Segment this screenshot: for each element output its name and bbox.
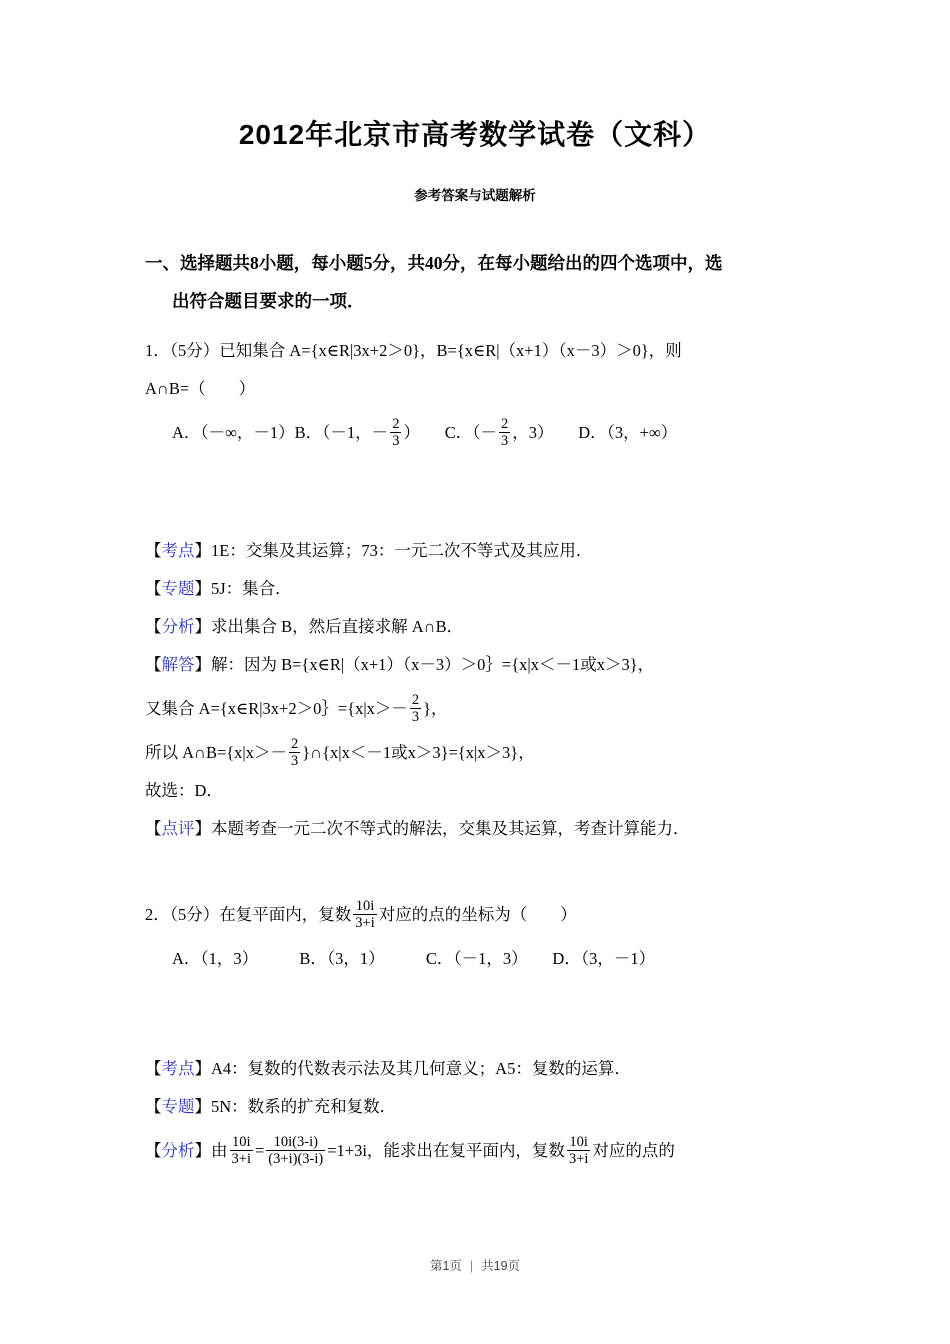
document-body	[0, 244, 950, 1170]
section-heading-line1: 一、选择题共8小题，每小题5分，共40分，在每小题给出的四个选项中，选	[145, 253, 723, 273]
tag-label: 考点	[161, 1059, 195, 1078]
fraction: $\frac{2}{3}$	[392, 415, 400, 450]
tag-label: 考点	[161, 541, 195, 560]
tag-label: 点评	[161, 819, 195, 838]
fraction: $\frac{2}{3}$	[291, 735, 299, 770]
question-1	[145, 332, 870, 848]
q1-kaodian-line: 【考点】1E：交集及其运算；73：一元二次不等式及其应用．	[145, 541, 593, 560]
question-2	[145, 896, 870, 1170]
section-heading-line2: 出符合题目要求的一项．	[172, 291, 365, 311]
q2-zhuanti-line: 【专题】5N：数系的扩充和复数．	[145, 1097, 397, 1116]
q2-fenxi-line: 【分析】由 $\frac{10i}{3+i}$ = $\frac{10i(3-i)}{(3+i)(3-i)}$ =1+3i，能求出在复平面内，复数 $\frac{10i}{3+i}$ 对应的点的	[145, 1133, 675, 1168]
q2-options: A．（1，3） B．（3，1） C．（－1，3） D．（3，－1）	[172, 949, 656, 968]
tag-label: 专题	[161, 1097, 195, 1116]
q1-jieda-line4: 故选：D．	[145, 781, 223, 800]
fraction: $\frac{10i}{3+i}$	[231, 1133, 251, 1168]
q1-stem-line2: A∩B=（ ）	[145, 379, 256, 398]
q1-options: A．（－∞，－1）B．（－1，－ $\frac{2}{3}$ ） C．（－ $\frac{2}{3}$ ，3） D．（3，+∞）	[172, 415, 678, 450]
q1-dianping-line: 【点评】本题考查一元二次不等式的解法，交集及其运算，考查计算能力．	[145, 819, 690, 838]
fraction: $\frac{2}{3}$	[411, 691, 420, 726]
q2-stem: 2．（5分）在复平面内，复数 $\frac{10i}{3+i}$ 对应的点的坐标为（ ）	[145, 897, 577, 932]
q2-kaodian-line: 【考点】A4：复数的代数表示法及其几何意义；A5：复数的运算．	[145, 1059, 631, 1078]
page-footer	[0, 1256, 950, 1274]
tag-label: 专题	[161, 579, 195, 598]
q1-fenxi-line: 【分析】求出集合 B，然后直接求解 A∩B．	[145, 617, 464, 636]
section-heading	[145, 244, 870, 320]
tag-label: 分析	[161, 1141, 195, 1160]
tag-label: 解答	[161, 655, 195, 674]
q1-jieda-line1: 【解答】解：因为 B={x∈R|（x+1）（x－3）＞0｝={x|x＜－1或x＞3}，	[145, 655, 655, 674]
q1-jieda-line2: 又集合 A={x∈R|3x+2＞0｝={x|x＞－ $\frac{2}{3}$ }，	[145, 691, 448, 726]
q1-stem-line1: 1．（5分）已知集合 A={x∈R|3x+2＞0}，B={x∈R|（x+1）（x－3）＞0}，则	[145, 341, 682, 360]
document-title: 2012年北京市高考数学试卷（文科）	[238, 119, 712, 150]
document-subtitle: 参考答案与试题解析	[414, 188, 536, 203]
q1-zhuanti-line: 【专题】5J：集合．	[145, 579, 292, 598]
fraction: $\frac{10i(3-i)}{(3+i)(3-i)}$	[268, 1133, 324, 1168]
tag-label: 分析	[161, 617, 195, 636]
fraction: $\frac{2}{3}$	[500, 415, 509, 450]
fraction: $\frac{10i}{3+i}$	[355, 897, 375, 932]
q1-jieda-line3: 所以 A∩B={x|x＞－ $\frac{2}{3}$ }∩{x|x＜－1或x＞3}={x|x＞3}，	[145, 735, 535, 770]
footer-separator: |	[469, 1259, 474, 1273]
fraction: $\frac{10i}{3+i}$	[568, 1133, 589, 1168]
page-number: 第1页	[429, 1259, 462, 1273]
total-pages: 共19页	[481, 1259, 521, 1273]
